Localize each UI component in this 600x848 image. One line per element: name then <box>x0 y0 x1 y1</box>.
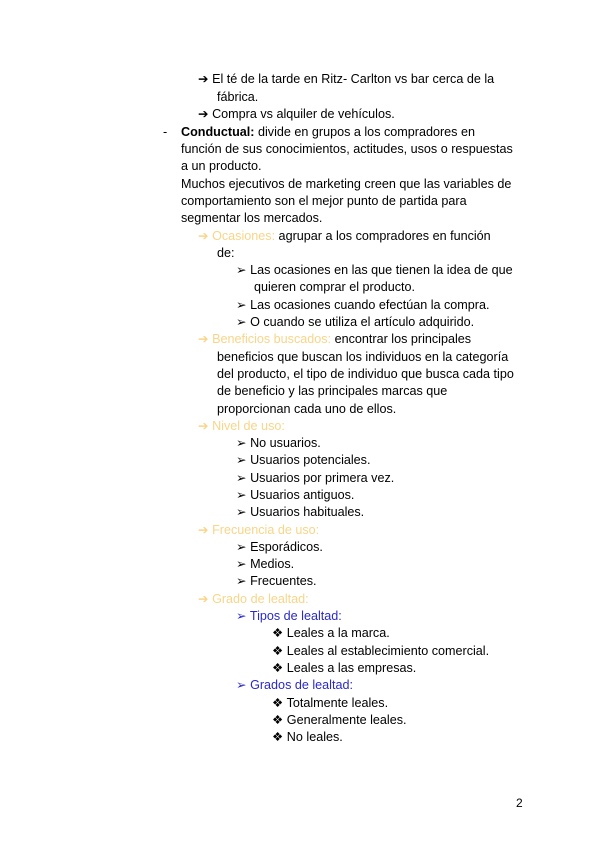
tipos-lealtad-item <box>236 608 342 625</box>
diamond-icon: ❖ <box>272 730 284 744</box>
arrowhead-item: ➢ No usuarios. <box>236 436 321 450</box>
highlight-heading: Nivel de uso: <box>212 419 285 433</box>
text-line: Muchos ejecutivos de marketing creen que las variables de <box>181 177 512 191</box>
nivel-de-uso-item <box>198 418 285 435</box>
text-line: a un producto. <box>181 159 262 173</box>
grado-lealtad-item <box>198 591 309 608</box>
page-number: 2 <box>516 796 523 810</box>
highlight-heading: Ocasiones: <box>212 229 276 243</box>
arrowhead-item: ➢ Usuarios habituales. <box>236 505 365 519</box>
arrowhead-icon: ➢ <box>236 436 247 450</box>
highlight-heading: Grado de lealtad: <box>212 592 309 606</box>
text-line: de: <box>217 246 235 260</box>
ocasiones-item: ➔ Ocasiones: agrupar a los compradores en función <box>198 229 491 243</box>
text-line: del producto, el tipo de individuo que busca cada tipo <box>217 367 514 381</box>
arrowhead-icon: ➢ <box>236 678 247 692</box>
arrow-bullet-item: ➔ Compra vs alquiler de vehículos. <box>198 107 395 121</box>
arrowhead-item: ➢ Frecuentes. <box>236 574 317 588</box>
arrowhead-icon: ➢ <box>236 609 247 623</box>
arrow-icon: ➔ <box>198 419 209 433</box>
arrowhead-icon: ➢ <box>236 453 247 467</box>
text-line: de beneficio y las principales marcas que <box>217 384 448 398</box>
text-line: beneficios que buscan los individuos en la categoría <box>217 350 509 364</box>
diamond-item: ❖ No leales. <box>272 730 343 744</box>
frecuencia-item <box>198 522 319 539</box>
arrowhead-icon: ➢ <box>236 488 247 502</box>
arrowhead-icon: ➢ <box>236 557 247 571</box>
text-line: comportamiento son el mejor punto de partida para <box>181 194 467 208</box>
arrowhead-icon: ➢ <box>236 263 247 277</box>
arrowhead-icon: ➢ <box>236 315 247 329</box>
diamond-icon: ❖ <box>272 696 284 710</box>
beneficios-item: ➔ Beneficios buscados: encontrar los principales <box>198 332 472 346</box>
arrowhead-item: ➢ Medios. <box>236 557 295 571</box>
diamond-icon: ❖ <box>272 644 284 658</box>
arrow-icon: ➔ <box>198 523 209 537</box>
arrow-icon: ➔ <box>198 332 209 346</box>
subheading: Grados de lealtad: <box>250 678 353 692</box>
diamond-item: ❖ Leales al establecimiento comercial. <box>272 644 490 658</box>
arrowhead-icon: ➢ <box>236 471 247 485</box>
arrow-icon: ➔ <box>198 592 209 606</box>
arrow-icon: ➔ <box>198 72 209 86</box>
diamond-item: ❖ Leales a la marca. <box>272 626 390 640</box>
diamond-icon: ❖ <box>272 713 284 727</box>
arrowhead-item: ➢ Usuarios potenciales. <box>236 453 371 467</box>
diamond-item: ❖ Totalmente leales. <box>272 696 389 710</box>
arrowhead-item: ➢ Las ocasiones cuando efectúan la compra. <box>236 298 490 312</box>
diamond-icon: ❖ <box>272 661 284 675</box>
arrowhead-item: ➢ O cuando se utiliza el artículo adquirido. <box>236 315 475 329</box>
text-line: función de sus conocimientos, actitudes, usos o respuestas <box>181 142 513 156</box>
text-line: proporcionan cada uno de ellos. <box>217 402 397 416</box>
section-heading: Conductual: <box>181 125 255 139</box>
text-line: fábrica. <box>217 90 259 104</box>
arrowhead-item: ➢ Usuarios por primera vez. <box>236 471 395 485</box>
arrow-icon: ➔ <box>198 107 209 121</box>
arrowhead-icon: ➢ <box>236 540 247 554</box>
grados-lealtad-item <box>236 677 353 694</box>
diamond-item: ❖ Leales a las empresas. <box>272 661 417 675</box>
subheading: Tipos de lealtad: <box>249 609 342 623</box>
arrowhead-item: ➢ Las ocasiones en las que tienen la idea de que <box>236 263 513 277</box>
arrowhead-icon: ➢ <box>236 505 247 519</box>
arrowhead-item: ➢ Usuarios antiguos. <box>236 488 355 502</box>
highlight-heading: Frecuencia de uso: <box>212 523 320 537</box>
arrowhead-icon: ➢ <box>236 574 247 588</box>
arrow-bullet-item: ➔ El té de la tarde en Ritz- Carlton vs bar cerca de la <box>198 72 495 86</box>
diamond-item: ❖ Generalmente leales. <box>272 713 407 727</box>
text-line: segmentar los mercados. <box>181 211 323 225</box>
arrowhead-icon: ➢ <box>236 298 247 312</box>
arrowhead-item: ➢ Esporádicos. <box>236 540 323 554</box>
arrow-icon: ➔ <box>198 229 209 243</box>
diamond-icon: ❖ <box>272 626 284 640</box>
dash-bullet: - <box>163 125 168 139</box>
section-conductual: Conductual: divide en grupos a los compradores en <box>181 125 475 139</box>
highlight-heading: Beneficios buscados: <box>212 332 332 346</box>
text-line: quieren comprar el producto. <box>254 280 416 294</box>
